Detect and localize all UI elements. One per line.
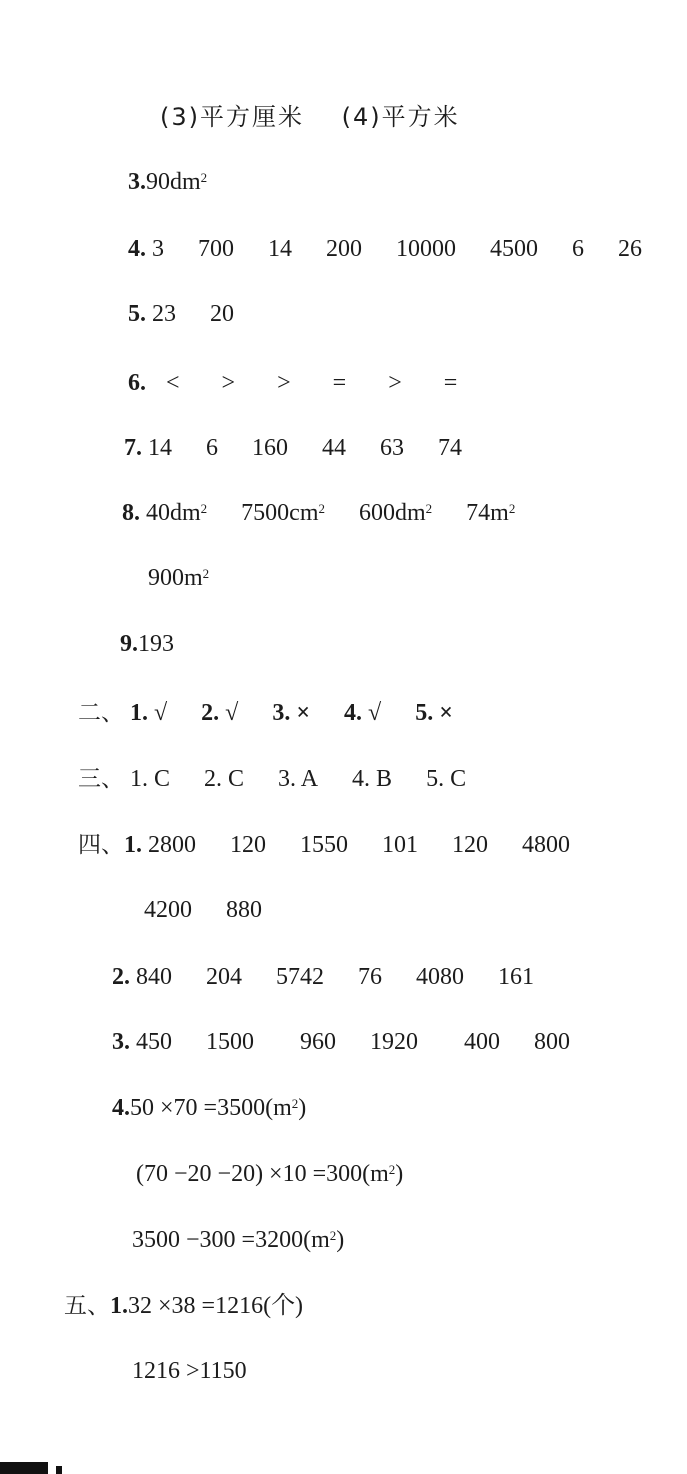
item: $90dm^2$ bbox=[146, 169, 208, 195]
question-number: 5. bbox=[128, 301, 146, 327]
item: 400 bbox=[464, 1029, 500, 1055]
answer-5 bbox=[128, 299, 234, 329]
item: $3500 -300 =3200(m^2)$ bbox=[132, 1227, 345, 1253]
question-number: 3. bbox=[112, 1029, 130, 1055]
section-4-1-cont bbox=[144, 895, 262, 925]
section-3 bbox=[78, 764, 466, 794]
section-4-3 bbox=[112, 1027, 570, 1057]
item: 4800 bbox=[522, 832, 570, 858]
item: 2. √ bbox=[201, 700, 239, 726]
item: 200 bbox=[326, 236, 362, 262]
section-label: 三、 bbox=[78, 766, 124, 792]
page-edge-mark bbox=[56, 1466, 62, 1474]
item: 4500 bbox=[490, 236, 538, 262]
question-number: 4. bbox=[112, 1095, 130, 1121]
section-label: 二、 bbox=[78, 700, 124, 726]
answer-3 bbox=[128, 167, 207, 197]
item: $40dm^2$ bbox=[146, 500, 208, 526]
item: 3. × bbox=[272, 700, 311, 726]
item: $50 \times 70 =3500(m^2)$ bbox=[130, 1095, 307, 1121]
item: 204 bbox=[206, 964, 242, 990]
question-number: 1. bbox=[124, 832, 142, 858]
item: 120 bbox=[452, 832, 488, 858]
item: 1216 >1150 bbox=[132, 1358, 247, 1384]
item: 1. C bbox=[130, 766, 171, 792]
item: 14 bbox=[148, 435, 172, 461]
question-number: 6. bbox=[128, 370, 146, 396]
answer-6 bbox=[128, 368, 457, 398]
item: 1500 bbox=[206, 1029, 254, 1055]
section-4-4-step2 bbox=[136, 1159, 403, 1189]
question-number: 4. bbox=[128, 236, 146, 262]
answer-7 bbox=[124, 433, 462, 463]
item: 2800 bbox=[148, 832, 196, 858]
item: (3)平方厘米 bbox=[160, 103, 304, 131]
item: 3. A bbox=[278, 766, 319, 792]
item: 23 bbox=[152, 301, 176, 327]
item: 2. C bbox=[204, 766, 245, 792]
item: $74m^2$ bbox=[466, 500, 516, 526]
item: 450 bbox=[136, 1029, 172, 1055]
item: 800 bbox=[534, 1029, 570, 1055]
section-5-1 bbox=[64, 1291, 303, 1321]
question-number: 8. bbox=[122, 500, 140, 526]
answer-8 bbox=[122, 498, 515, 528]
line-sub-3-4 bbox=[160, 102, 460, 132]
item: 101 bbox=[382, 832, 418, 858]
item: > bbox=[277, 370, 291, 396]
item: 5742 bbox=[276, 964, 324, 990]
item: 880 bbox=[226, 897, 262, 923]
item: 26 bbox=[618, 236, 642, 262]
item: 5. C bbox=[426, 766, 467, 792]
item: (4)平方米 bbox=[341, 103, 460, 131]
answer-8-cont bbox=[148, 563, 209, 593]
item: 960 bbox=[300, 1029, 336, 1055]
item: 6 bbox=[206, 435, 218, 461]
question-number: 9. bbox=[120, 631, 138, 657]
section-4-4-step3 bbox=[132, 1225, 344, 1255]
question-number: 1. bbox=[110, 1293, 128, 1319]
item: $900m^2$ bbox=[148, 565, 210, 591]
question-number: 2. bbox=[112, 964, 130, 990]
item: 4. √ bbox=[344, 700, 382, 726]
section-label: 四、 bbox=[78, 832, 124, 858]
section-4-4 bbox=[112, 1093, 306, 1123]
item: 76 bbox=[358, 964, 382, 990]
item: > bbox=[221, 370, 236, 396]
item: 14 bbox=[268, 236, 292, 262]
item: 74 bbox=[438, 435, 462, 461]
item: 5. × bbox=[415, 700, 453, 726]
answer-9 bbox=[120, 629, 174, 659]
item: 700 bbox=[198, 236, 234, 262]
item: $(70 -20 -20) \times 10 =300(m^2)$ bbox=[136, 1161, 404, 1187]
section-5-1-cont bbox=[132, 1356, 247, 1386]
page-edge-mark bbox=[0, 1462, 48, 1474]
item: 20 bbox=[210, 301, 234, 327]
section-label: 五、 bbox=[64, 1293, 110, 1319]
item: 1550 bbox=[300, 832, 348, 858]
item: > bbox=[388, 370, 402, 396]
section-4-1 bbox=[78, 830, 570, 860]
answer-4 bbox=[128, 234, 642, 264]
item: $600dm^2$ bbox=[359, 500, 433, 526]
item: 32 ×38 =1216(个) bbox=[128, 1293, 304, 1319]
item: 10000 bbox=[396, 236, 456, 262]
item: 4200 bbox=[144, 897, 192, 923]
item: 840 bbox=[136, 964, 172, 990]
item: 1. √ bbox=[130, 700, 168, 726]
item: 63 bbox=[380, 435, 404, 461]
item: 161 bbox=[498, 964, 534, 990]
item: 1920 bbox=[370, 1029, 418, 1055]
item: = bbox=[332, 370, 347, 396]
item: 3 bbox=[152, 236, 164, 262]
item: 4080 bbox=[416, 964, 464, 990]
item: < bbox=[166, 370, 180, 396]
item: 6 bbox=[572, 236, 584, 262]
section-4-2 bbox=[112, 962, 534, 992]
item: 160 bbox=[252, 435, 288, 461]
item: 44 bbox=[322, 435, 346, 461]
item: 4. B bbox=[352, 766, 393, 792]
question-number: 7. bbox=[124, 435, 142, 461]
item: 120 bbox=[230, 832, 266, 858]
question-number: 3. bbox=[128, 169, 146, 195]
item: $7500cm^2$ bbox=[241, 500, 325, 526]
item: = bbox=[443, 370, 458, 396]
item: 193 bbox=[138, 631, 174, 657]
section-2 bbox=[78, 698, 453, 728]
